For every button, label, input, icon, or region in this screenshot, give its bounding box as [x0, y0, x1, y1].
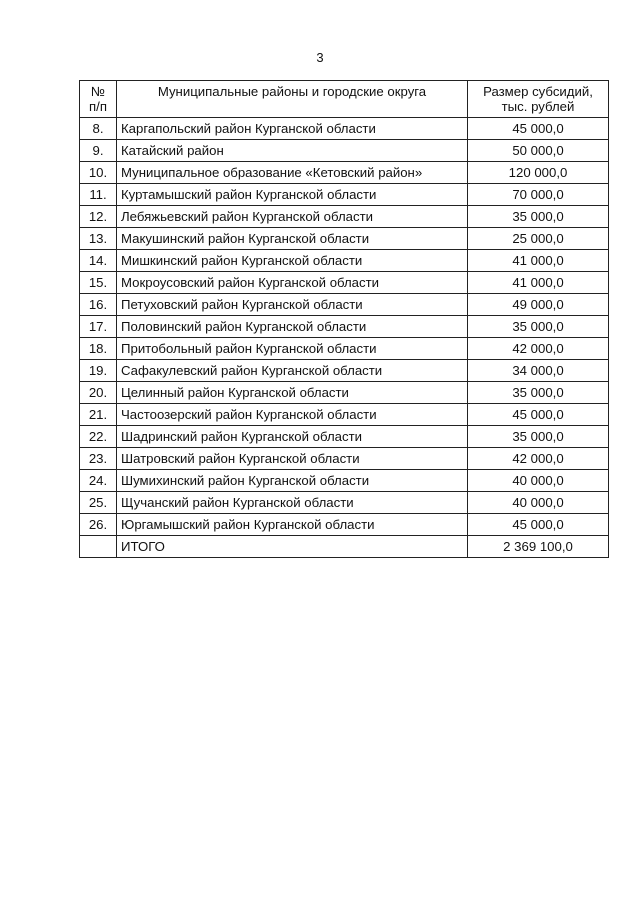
table-row [80, 338, 609, 360]
row-num: 19. [80, 360, 117, 382]
table-row [80, 206, 609, 228]
row-num: 9. [80, 140, 117, 162]
row-amount: 42 000,0 [468, 338, 609, 360]
row-name: Шумихинский район Курганской области [117, 470, 468, 492]
page-number: 3 [316, 50, 324, 65]
table-row [80, 118, 609, 140]
row-num: 26. [80, 514, 117, 536]
row-name: Половинский район Курганской области [117, 316, 468, 338]
table-row [80, 404, 609, 426]
total-row [80, 536, 609, 558]
row-name: Юргамышский район Курганской области [117, 514, 468, 536]
row-amount: 35 000,0 [468, 426, 609, 448]
table-row [80, 448, 609, 470]
table-row [80, 184, 609, 206]
table-row [80, 426, 609, 448]
row-num: 15. [80, 272, 117, 294]
total-label: ИТОГО [117, 536, 468, 558]
table-row [80, 228, 609, 250]
row-amount: 34 000,0 [468, 360, 609, 382]
row-amount: 45 000,0 [468, 514, 609, 536]
row-amount: 35 000,0 [468, 206, 609, 228]
total-amount: 2 369 100,0 [468, 536, 609, 558]
header-num: № п/п [80, 81, 117, 118]
table-row [80, 316, 609, 338]
table-row [80, 250, 609, 272]
row-num: 25. [80, 492, 117, 514]
row-name: Мишкинский район Курганской области [117, 250, 468, 272]
table-row [80, 360, 609, 382]
row-name: Каргапольский район Курганской области [117, 118, 468, 140]
table-row [80, 514, 609, 536]
row-amount: 120 000,0 [468, 162, 609, 184]
row-name: Мокроусовский район Курганской области [117, 272, 468, 294]
total-num [80, 536, 117, 558]
row-num: 20. [80, 382, 117, 404]
row-name: Катайский район [117, 140, 468, 162]
row-num: 14. [80, 250, 117, 272]
row-name: Шатровский район Курганской области [117, 448, 468, 470]
table-row [80, 140, 609, 162]
row-num: 13. [80, 228, 117, 250]
row-name: Шадринский район Курганской области [117, 426, 468, 448]
row-amount: 49 000,0 [468, 294, 609, 316]
row-amount: 50 000,0 [468, 140, 609, 162]
row-name: Муниципальное образование «Кетовский район» [117, 162, 468, 184]
table-row [80, 382, 609, 404]
row-num: 21. [80, 404, 117, 426]
row-amount: 40 000,0 [468, 492, 609, 514]
subsidies-table [79, 80, 609, 558]
row-num: 10. [80, 162, 117, 184]
row-name: Лебяжьевский район Курганской области [117, 206, 468, 228]
table-row [80, 492, 609, 514]
table-row [80, 272, 609, 294]
table-row [80, 470, 609, 492]
row-amount: 70 000,0 [468, 184, 609, 206]
row-name: Частоозерский район Курганской области [117, 404, 468, 426]
header-amount: Размер субсидий, тыс. рублей [468, 81, 609, 118]
row-name: Щучанский район Курганской области [117, 492, 468, 514]
row-amount: 41 000,0 [468, 250, 609, 272]
row-num: 11. [80, 184, 117, 206]
row-amount: 42 000,0 [468, 448, 609, 470]
row-num: 22. [80, 426, 117, 448]
row-name: Сафакулевский район Курганской области [117, 360, 468, 382]
row-amount: 35 000,0 [468, 382, 609, 404]
row-num: 18. [80, 338, 117, 360]
row-num: 23. [80, 448, 117, 470]
row-amount: 40 000,0 [468, 470, 609, 492]
row-num: 16. [80, 294, 117, 316]
row-num: 17. [80, 316, 117, 338]
row-name: Петуховский район Курганской области [117, 294, 468, 316]
row-name: Куртамышский район Курганской области [117, 184, 468, 206]
table-body [80, 118, 609, 558]
row-amount: 41 000,0 [468, 272, 609, 294]
row-name: Целинный район Курганской области [117, 382, 468, 404]
row-amount: 45 000,0 [468, 404, 609, 426]
row-amount: 45 000,0 [468, 118, 609, 140]
table-row [80, 162, 609, 184]
row-num: 24. [80, 470, 117, 492]
row-amount: 35 000,0 [468, 316, 609, 338]
row-name: Макушинский район Курганской области [117, 228, 468, 250]
table-header-row [80, 81, 609, 118]
row-num: 12. [80, 206, 117, 228]
header-name: Муниципальные районы и городские округа [117, 81, 468, 118]
row-name: Притобольный район Курганской области [117, 338, 468, 360]
row-num: 8. [80, 118, 117, 140]
row-amount: 25 000,0 [468, 228, 609, 250]
table-row [80, 294, 609, 316]
